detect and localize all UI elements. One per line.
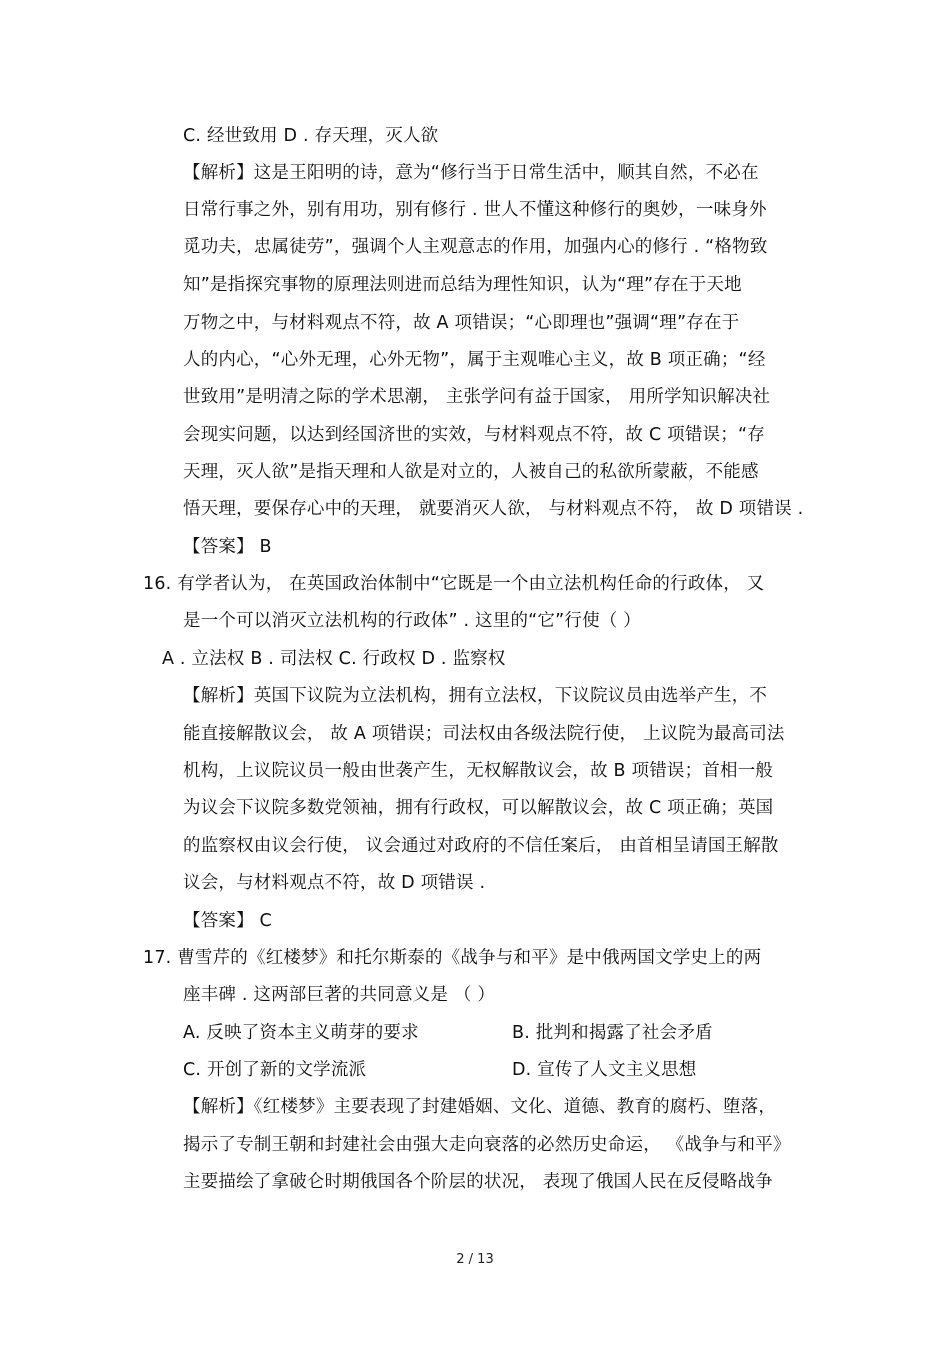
text-line: 为议会下议院多数党领袖，拥有行政权，可以解散议会，故 C 项正确；英国 bbox=[183, 798, 774, 818]
text-line: 17. 曹雪芹的《红楼梦》和托尔斯泰的《战争与和平》是中俄两国文学史上的两 bbox=[143, 948, 762, 968]
text-line: 能直接解散议会， 故 A 项错误；司法权由各级法院行使， 上议院为最高司法 bbox=[183, 724, 785, 744]
text-line: A . 立法权 B . 司法权 C. 行政权 D . 监察权 bbox=[162, 649, 506, 669]
text-line: 【答案】 B bbox=[183, 537, 272, 557]
text-line: 知”是指探究事物的原理法则进而总结为理性知识，认为“理”存在于天地 bbox=[183, 275, 742, 295]
text-line: 揭示了专制王朝和封建社会由强大走向衰落的必然历史命运， 《战争与和平》 bbox=[183, 1135, 791, 1155]
text-line: 万物之中，与材料观点不符，故 A 项错误；“心即理也”强调“理”存在于 bbox=[183, 313, 740, 333]
text-line: A. 反映了资本主义萌芽的要求 bbox=[183, 1023, 419, 1043]
text-line: 机构，上议院议员一般由世袭产生，无权解散议会，故 B 项错误；首相一般 bbox=[183, 761, 774, 781]
text-line: C. 开创了新的文学流派 bbox=[183, 1060, 367, 1080]
text-line: 世致用”是明清之际的学术思潮， 主张学问有益于国家， 用所学知识解决社 bbox=[183, 387, 771, 407]
text-line: 日常行事之外，别有用功，别有修行 . 世人不懂这种修行的奥妙，一味身外 bbox=[183, 200, 767, 220]
text-line: 【解析】英国下议院为立法机构，拥有立法权，下议院议员由选举产生，不 bbox=[183, 686, 768, 706]
text-line: 【解析】这是王阳明的诗，意为“修行当于日常生活中，顺其自然，不必在 bbox=[183, 163, 759, 183]
text-line: 是一个可以消灭立法机构的行政体” . 这里的“它”行使（ ） bbox=[183, 611, 641, 631]
text-line: 会现实问题，以达到经国济世的实效，与材料观点不符，故 C 项错误；“存 bbox=[183, 425, 765, 445]
text-line: 【解析】《红楼梦》主要表现了封建婚姻、文化、道德、教育的腐朽、堕落， bbox=[183, 1097, 777, 1117]
text-line: 天理，灭人欲”是指天理和人欲是对立的，人被自己的私欲所蒙蔽，不能感 bbox=[183, 462, 759, 482]
text-line: 觅功夫，忠属徒劳”，强调个人主观意志的作用，加强内心的修行 . “格物致 bbox=[183, 237, 768, 257]
text-line: 16. 有学者认为， 在英国政治体制中“它既是一个由立法机构任命的行政体， 又 bbox=[143, 574, 765, 594]
text-line: 座丰碑 . 这两部巨著的共同意义是 （ ） bbox=[183, 985, 496, 1005]
text-line: D. 宣传了人文主义思想 bbox=[512, 1060, 697, 1080]
page-number: 2 / 13 bbox=[456, 1252, 494, 1267]
text-line: 人的内心，“心外无理，心外无物”，属于主观唯心主义，故 B 项正确；“经 bbox=[183, 350, 766, 370]
text-line: 议会，与材料观点不符，故 D 项错误 . bbox=[183, 873, 486, 893]
text-line: C. 经世致用 D . 存天理，灭人欲 bbox=[183, 126, 439, 146]
text-line: 的监察权由议会行使， 议会通过对政府的不信任案后， 由首相呈请国王解散 bbox=[183, 836, 779, 856]
text-line: 悟天理，要保存心中的天理， 就要消灭人欲， 与材料观点不符， 故 D 项错误 . bbox=[183, 499, 804, 519]
text-line: B. 批判和揭露了社会矛盾 bbox=[512, 1023, 713, 1043]
text-line: 【答案】 C bbox=[183, 911, 272, 931]
text-line: 主要描绘了拿破仑时期俄国各个阶层的状况， 表现了俄国人民在反侵略战争 bbox=[183, 1172, 773, 1192]
